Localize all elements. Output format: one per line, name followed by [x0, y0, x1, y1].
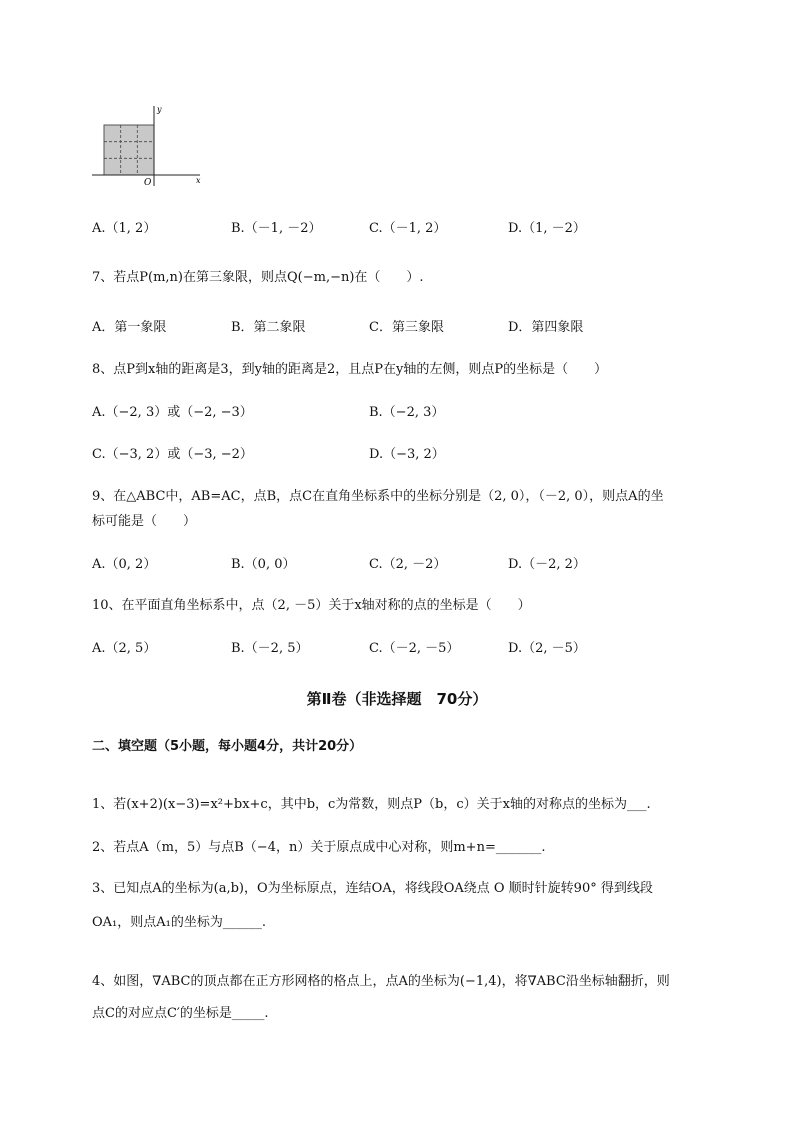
section-2-subtitle: 二、填空题（5小题，每小题4分，共计20分） [92, 739, 363, 754]
q9-stem-line1: 9、在△ABC中，AB=AC，点B，点C在直角坐标系中的坐标分别是（2, 0），（－2, 0），则点A的坐 [92, 489, 664, 504]
q10-options [92, 640, 732, 658]
q6-option-d[interactable]: D.（1, －2） [508, 221, 586, 236]
fill-q4-line2: 点C的对应点C′的坐标是_____. [92, 1006, 269, 1021]
q7-options [92, 319, 732, 337]
q6-option-c[interactable]: C.（－1, 2） [369, 221, 447, 236]
fill-q3-line1: 3、已知点A的坐标为(a,b)，O为坐标原点，连结OA，将线段OA绕点 O 顺时针旋转90° 得到线段 [92, 881, 653, 896]
q10-option-d[interactable]: D.（2, －5） [508, 641, 586, 656]
section-2-title: 第Ⅱ卷（非选择题 70分） [306, 690, 488, 708]
q7-option-b[interactable]: B．第二象限 [231, 320, 306, 335]
fill-q4-line1: 4、如图，∇ABC的顶点都在正方形网格的格点上，点A的坐标为(−1,4)，将∇ABC沿坐标轴翻折，则 [92, 974, 670, 989]
q8-option-b[interactable]: B.（−2, 3） [369, 405, 445, 420]
q8-option-a[interactable]: A.（−2, 3）或（−2, −3） [92, 405, 253, 420]
q9-option-c[interactable]: C.（2, －2） [369, 557, 447, 572]
x-axis-label: x [196, 176, 201, 185]
q7-stem: 7、若点P(m,n)在第三象限，则点Q(−m,−n)在（ ）. [92, 270, 424, 285]
coordinate-figure [90, 100, 210, 192]
q9-option-d[interactable]: D.（－2, 2） [508, 557, 586, 572]
shaded-rectangle [104, 125, 154, 175]
q8-option-d[interactable]: D.（−3, 2） [369, 447, 445, 462]
q7-option-c[interactable]: C．第三象限 [369, 320, 444, 335]
origin-label: O [144, 178, 152, 188]
q8-stem: 8、点P到x轴的距离是3，到y轴的距离是2，且点P在y轴的左侧，则点P的坐标是（ ） [92, 362, 608, 377]
q7-option-a[interactable]: A．第一象限 [92, 320, 167, 335]
q10-option-a[interactable]: A.（2, 5） [92, 641, 157, 656]
fill-q2: 2、若点A（m，5）与点B（−4，n）关于原点成中心对称，则m+n=_______. [92, 840, 546, 855]
y-axis-label: y [157, 105, 162, 114]
q6-option-b[interactable]: B.（－1, －2） [231, 221, 322, 236]
q10-option-c[interactable]: C.（－2, －5） [369, 641, 460, 656]
q9-option-b[interactable]: B.（0, 0） [231, 557, 296, 572]
q8-option-c[interactable]: C.（−3, 2）或（−3, −2） [92, 447, 253, 462]
q8-options-row1 [92, 404, 732, 422]
q9-stem-line2: 标可能是（ ） [92, 514, 197, 529]
q6-options [92, 220, 732, 238]
q9-option-a[interactable]: A.（0, 2） [92, 557, 157, 572]
fill-q1: 1、若(x+2)(x−3)=x²+bx+c，其中b，c为常数，则点P（b，c）关于x轴的对称点的坐标为___. [92, 797, 651, 812]
q7-option-d[interactable]: D．第四象限 [508, 320, 584, 335]
q10-stem: 10、在平面直角坐标系中，点（2, －5）关于x轴对称的点的坐标是（ ） [92, 598, 531, 613]
q9-options [92, 556, 732, 574]
fill-q3-line2: OA₁，则点A₁的坐标为______. [92, 915, 266, 930]
q10-option-b[interactable]: B.（－2, 5） [231, 641, 309, 656]
q8-options-row2 [92, 446, 732, 464]
coordinate-grid-diagram [90, 100, 210, 192]
q6-option-a[interactable]: A.（1, 2） [92, 221, 157, 236]
